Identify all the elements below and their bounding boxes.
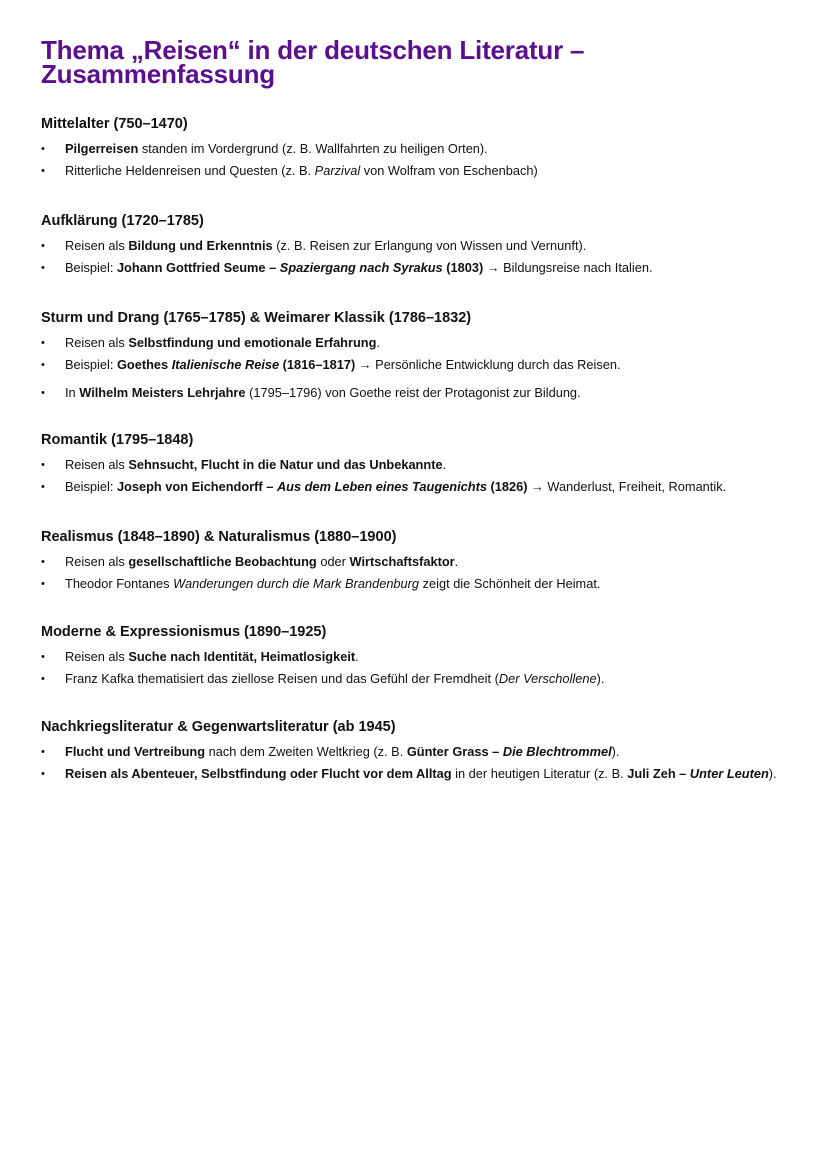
bullet-list <box>41 551 791 595</box>
list-item <box>41 454 791 476</box>
section-moderne <box>41 623 791 690</box>
text-run: (1803) <box>442 260 484 275</box>
text-run: von Wolfram von Eschenbach) <box>360 163 538 178</box>
text-run: (z. B. Reisen zur Erlangung von Wissen und Vernunft). <box>272 238 587 253</box>
list-item <box>41 573 791 595</box>
list-item <box>41 741 791 763</box>
section-heading: Sturm und Drang (1765–1785) & Weimarer Klassik (1786–1832) <box>41 310 472 326</box>
list-item <box>41 160 791 182</box>
text-run: Die Blechtrommel <box>502 744 612 759</box>
text-run: ). <box>768 766 777 781</box>
text-run: gesellschaftliche Beobachtung <box>128 554 317 569</box>
text-run: Goethes <box>116 357 172 372</box>
section-nachkriegsliteratur <box>41 718 791 785</box>
text-run: Pilgerreisen <box>65 141 139 156</box>
text-run: Wirtschaftsfaktor <box>349 554 455 569</box>
text-run: Bildung und Erkenntnis <box>128 238 273 253</box>
section-aufklaerung <box>41 212 791 279</box>
list-item <box>41 668 791 690</box>
section-heading: Aufklärung (1720–1785) <box>41 213 204 229</box>
text-run: (1816–1817) <box>279 357 356 372</box>
text-run: (1795–1796) von Goethe reist der Protagonist zur Bildung. <box>245 385 581 400</box>
list-item <box>41 476 791 498</box>
text-run: ). <box>611 744 620 759</box>
list-item <box>41 332 791 354</box>
section-heading: Moderne & Expressionismus (1890–1925) <box>41 624 327 640</box>
text-run: (1826) <box>486 479 528 494</box>
document-page <box>41 35 791 785</box>
text-run: Sehnsucht, Flucht in die Natur und das Unbekannte <box>128 457 443 472</box>
section-romantik <box>41 431 791 498</box>
list-item <box>41 257 791 279</box>
text-run: Beispiel: <box>65 479 117 494</box>
bullet-list <box>41 454 791 498</box>
bullet-list <box>41 235 791 279</box>
section-mittelalter <box>41 115 791 182</box>
text-run: → Persönliche Entwicklung durch das Reisen. <box>355 357 621 372</box>
text-run: Johann Gottfried Seume – <box>116 260 280 275</box>
bullet-list <box>41 646 791 690</box>
text-run: . <box>376 335 380 350</box>
text-run: Reisen als <box>65 554 129 569</box>
list-item <box>41 551 791 573</box>
text-run: . <box>442 457 447 472</box>
text-run: Spaziergang nach Syrakus <box>279 260 443 275</box>
text-run: Wilhelm Meisters Lehrjahre <box>79 385 246 400</box>
text-run: Theodor Fontanes <box>65 576 174 591</box>
text-run: Unter Leuten <box>689 766 769 781</box>
text-run: Reisen als <box>65 238 129 253</box>
text-run: in der heutigen Literatur (z. B. <box>451 766 628 781</box>
list-item <box>41 646 791 668</box>
section-heading: Romantik (1795–1848) <box>41 432 194 448</box>
text-run: Parzival <box>314 163 361 178</box>
text-run: Suche nach Identität, Heimatlosigkeit <box>128 649 356 664</box>
text-run: Beispiel: <box>65 357 117 372</box>
text-run: Der Verschollene <box>498 671 597 686</box>
text-run: Flucht und Vertreibung <box>65 744 206 759</box>
text-run: Reisen als Abenteuer, Selbstfindung oder Flucht vor dem Alltag <box>65 766 452 781</box>
text-run: Ritterliche Heldenreisen und Questen (z. B. <box>65 163 315 178</box>
section-heading: Mittelalter (750–1470) <box>41 116 188 132</box>
section-heading: Realismus (1848–1890) & Naturalismus (1880–1900) <box>41 529 397 545</box>
text-run: Joseph von Eichendorff – <box>116 479 277 494</box>
text-run: Günter Grass – <box>406 744 503 759</box>
text-run: Wanderungen durch die Mark Brandenburg <box>173 576 420 591</box>
text-run: . <box>355 649 359 664</box>
list-item <box>41 354 791 376</box>
text-run: zeigt die Schönheit der Heimat. <box>419 576 601 591</box>
text-run: Reisen als <box>65 457 129 472</box>
text-run: Juli Zeh – <box>627 766 690 781</box>
text-run: oder <box>316 554 350 569</box>
text-run: Reisen als <box>65 649 129 664</box>
text-run: standen im Vordergrund (z. B. Wallfahrten zu heiligen Orten). <box>138 141 488 156</box>
list-item <box>41 382 791 404</box>
list-item <box>41 138 791 160</box>
section-heading: Nachkriegsliteratur & Gegenwartsliteratur (ab 1945) <box>41 719 396 735</box>
text-run: Beispiel: <box>65 260 117 275</box>
section-realismus <box>41 528 791 595</box>
text-run: Reisen als <box>65 335 129 350</box>
text-run: Franz Kafka thematisiert das ziellose Reisen und das Gefühl der Fremdheit ( <box>65 671 499 686</box>
text-run: ). <box>596 671 605 686</box>
bullet-list <box>41 741 791 785</box>
list-item <box>41 763 791 785</box>
bullet-list <box>41 138 791 182</box>
text-run: nach dem Zweiten Weltkrieg (z. B. <box>205 744 407 759</box>
text-run: → Wanderlust, Freiheit, Romantik. <box>527 479 727 494</box>
list-item <box>41 235 791 257</box>
page-title: Thema „Reisen“ in der deutschen Literatur – Zusammenfassung <box>41 35 585 89</box>
text-run: . <box>454 554 459 569</box>
text-run: Aus dem Leben eines Taugenichts <box>276 479 487 494</box>
text-run: In <box>65 385 80 400</box>
text-run: → Bildungsreise nach Italien. <box>483 260 653 275</box>
text-run: Selbstfindung und emotionale Erfahrung <box>128 335 377 350</box>
text-run: Italienische Reise <box>171 357 280 372</box>
section-sturm-und-drang <box>41 309 791 404</box>
bullet-list <box>41 332 791 404</box>
